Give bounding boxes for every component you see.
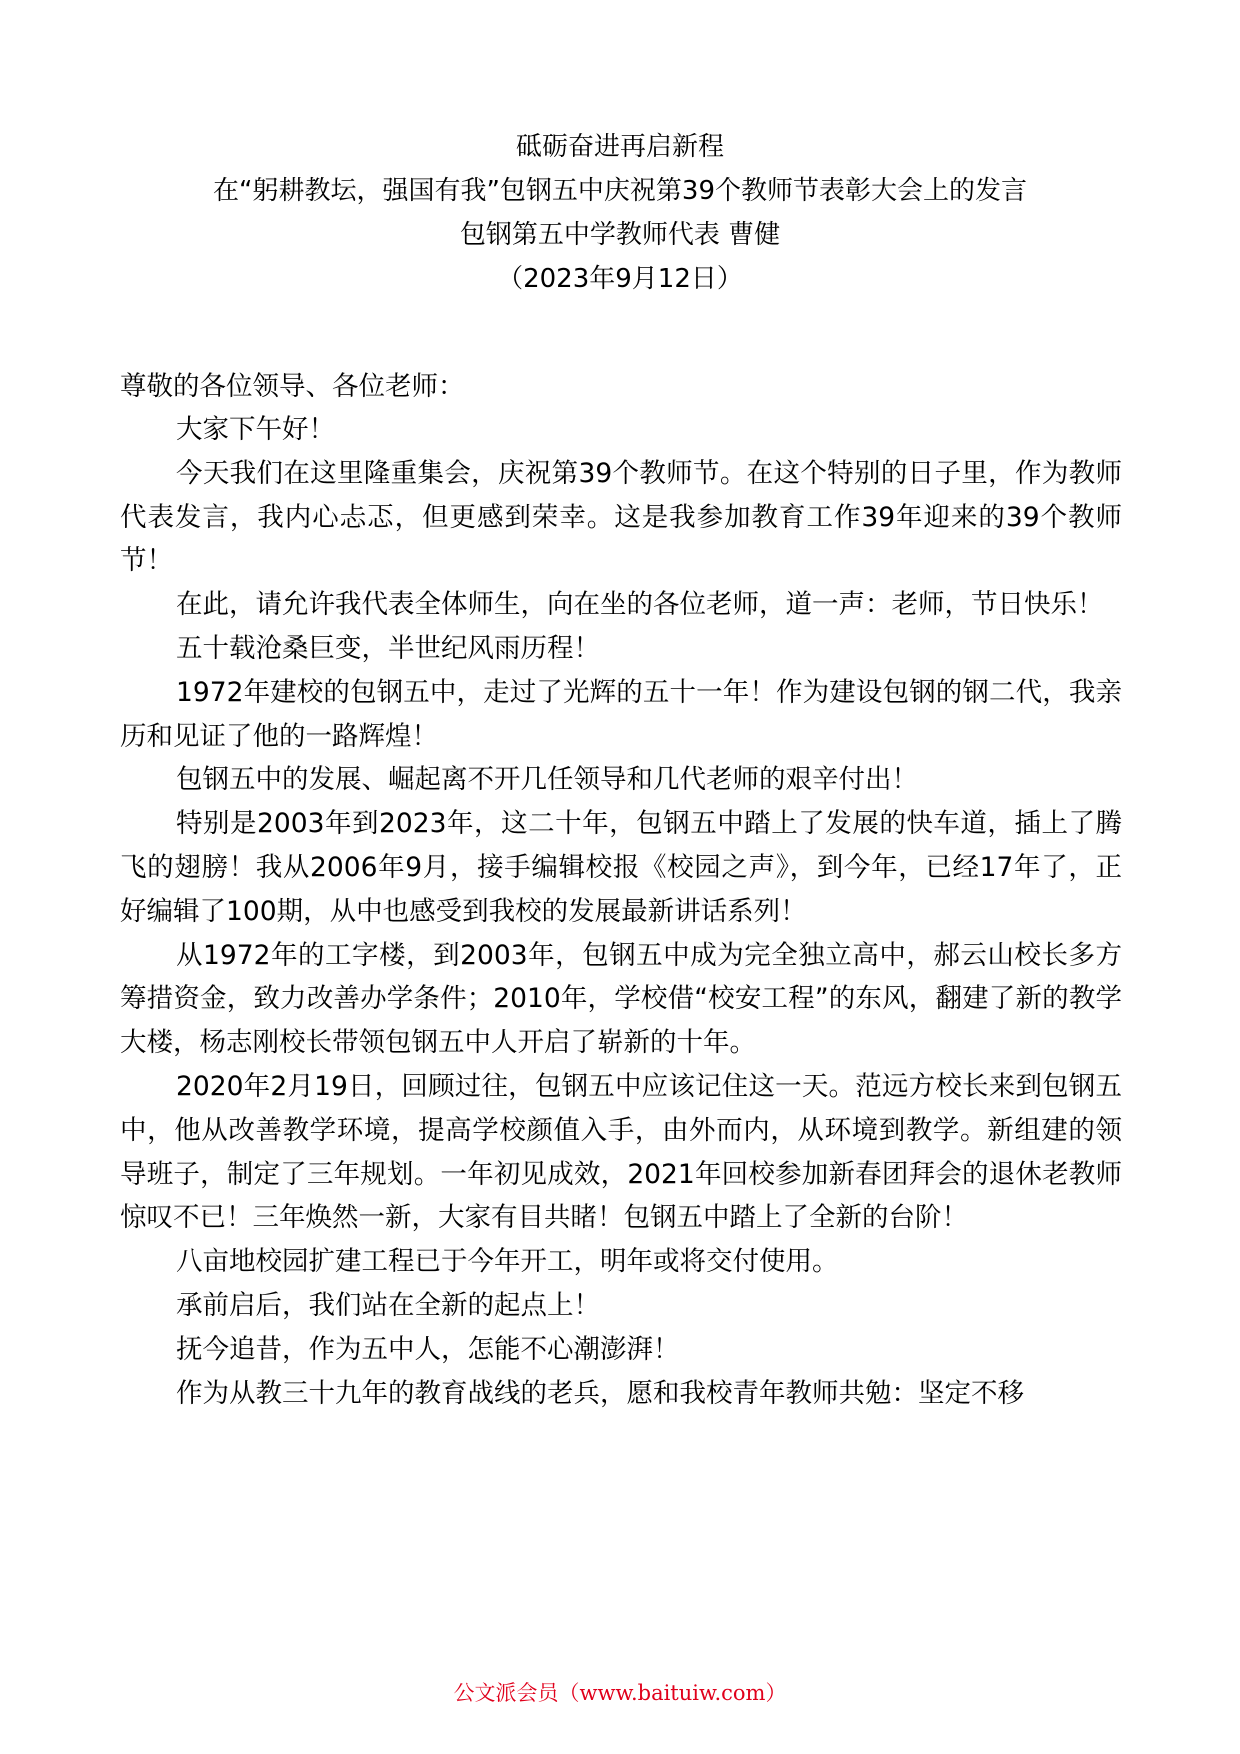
document-author: 包钢第五中学教师代表 曹健 bbox=[459, 220, 781, 250]
paragraph: 特别是2003年到2023年，这二十年，包钢五中踏上了发展的快车道，插上了腾飞的翅膀！我从2006年9月，接手编辑校报《校园之声》，到今年，已经17年了，正好编辑了100期，从中也感受到我校的发展最新讲话系列！ bbox=[120, 808, 1122, 927]
paragraph: 包钢五中的发展、崛起离不开几任领导和几代老师的艰辛付出！ bbox=[176, 764, 918, 796]
document-date: （2023年9月12日） bbox=[497, 264, 743, 294]
paragraph: 2020年2月19日，回顾过往，包钢五中应该记住这一天。范远方校长来到包钢五中，他从改善教学环境，提高学校颜值入手，由外而内，从环境到教学。新组建的领导班子，制定了三年规划。一年初见成效，2021年回校参加新春团拜会的退休老教师惊叹不已！三年焕然一新，大家有目共睹！包钢五中踏上了全新的台阶！ bbox=[120, 1070, 1122, 1234]
document-header bbox=[120, 125, 1120, 301]
paragraph: 大家下午好！ bbox=[176, 414, 335, 445]
document-subtitle: 在“躬耕教坛，强国有我”包钢五中庆祝第39个教师节表彰大会上的发言 bbox=[212, 176, 1028, 206]
paragraph: 承前启后，我们站在全新的起点上！ bbox=[176, 1289, 600, 1321]
paragraph: 五十载沧桑巨变，半世纪风雨历程！ bbox=[176, 632, 600, 664]
salutation: 尊敬的各位领导、各位老师： bbox=[120, 371, 465, 402]
document-body bbox=[120, 366, 1122, 1415]
paragraph: 作为从教三十九年的教育战线的老兵，愿和我校青年教师共勉：坚定不移 bbox=[176, 1377, 1024, 1409]
paragraph: 今天我们在这里隆重集会，庆祝第39个教师节。在这个特别的日子里，作为教师代表发言，我内心忐忑，但更感到荣幸。这是我参加教育工作39年迎来的39个教师节！ bbox=[120, 457, 1122, 577]
paragraph: 从1972年的工字楼，到2003年，包钢五中成为完全独立高中，郝云山校长多方筹措资金，致力改善办学条件；2010年，学校借“校安工程”的东风，翻建了新的教学大楼，杨志刚校长带领包钢五中人开启了崭新的十年。 bbox=[120, 939, 1122, 1059]
paragraph: 在此，请允许我代表全体师生，向在坐的各位老师，道一声：老师，节日快乐！ bbox=[176, 589, 1104, 621]
paragraph: 八亩地校园扩建工程已于今年开工，明年或将交付使用。 bbox=[176, 1246, 839, 1278]
watermark-footer: 公文派会员（www.baituiw.com） bbox=[453, 1681, 787, 1705]
document-title: 砥砺奋进再启新程 bbox=[515, 132, 724, 162]
paragraph: 1972年建校的包钢五中，走过了光辉的五十一年！作为建设包钢的钢二代，我亲历和见证了他的一路辉煌！ bbox=[120, 676, 1122, 752]
paragraph: 抚今追昔，作为五中人，怎能不心潮澎湃！ bbox=[176, 1333, 680, 1365]
